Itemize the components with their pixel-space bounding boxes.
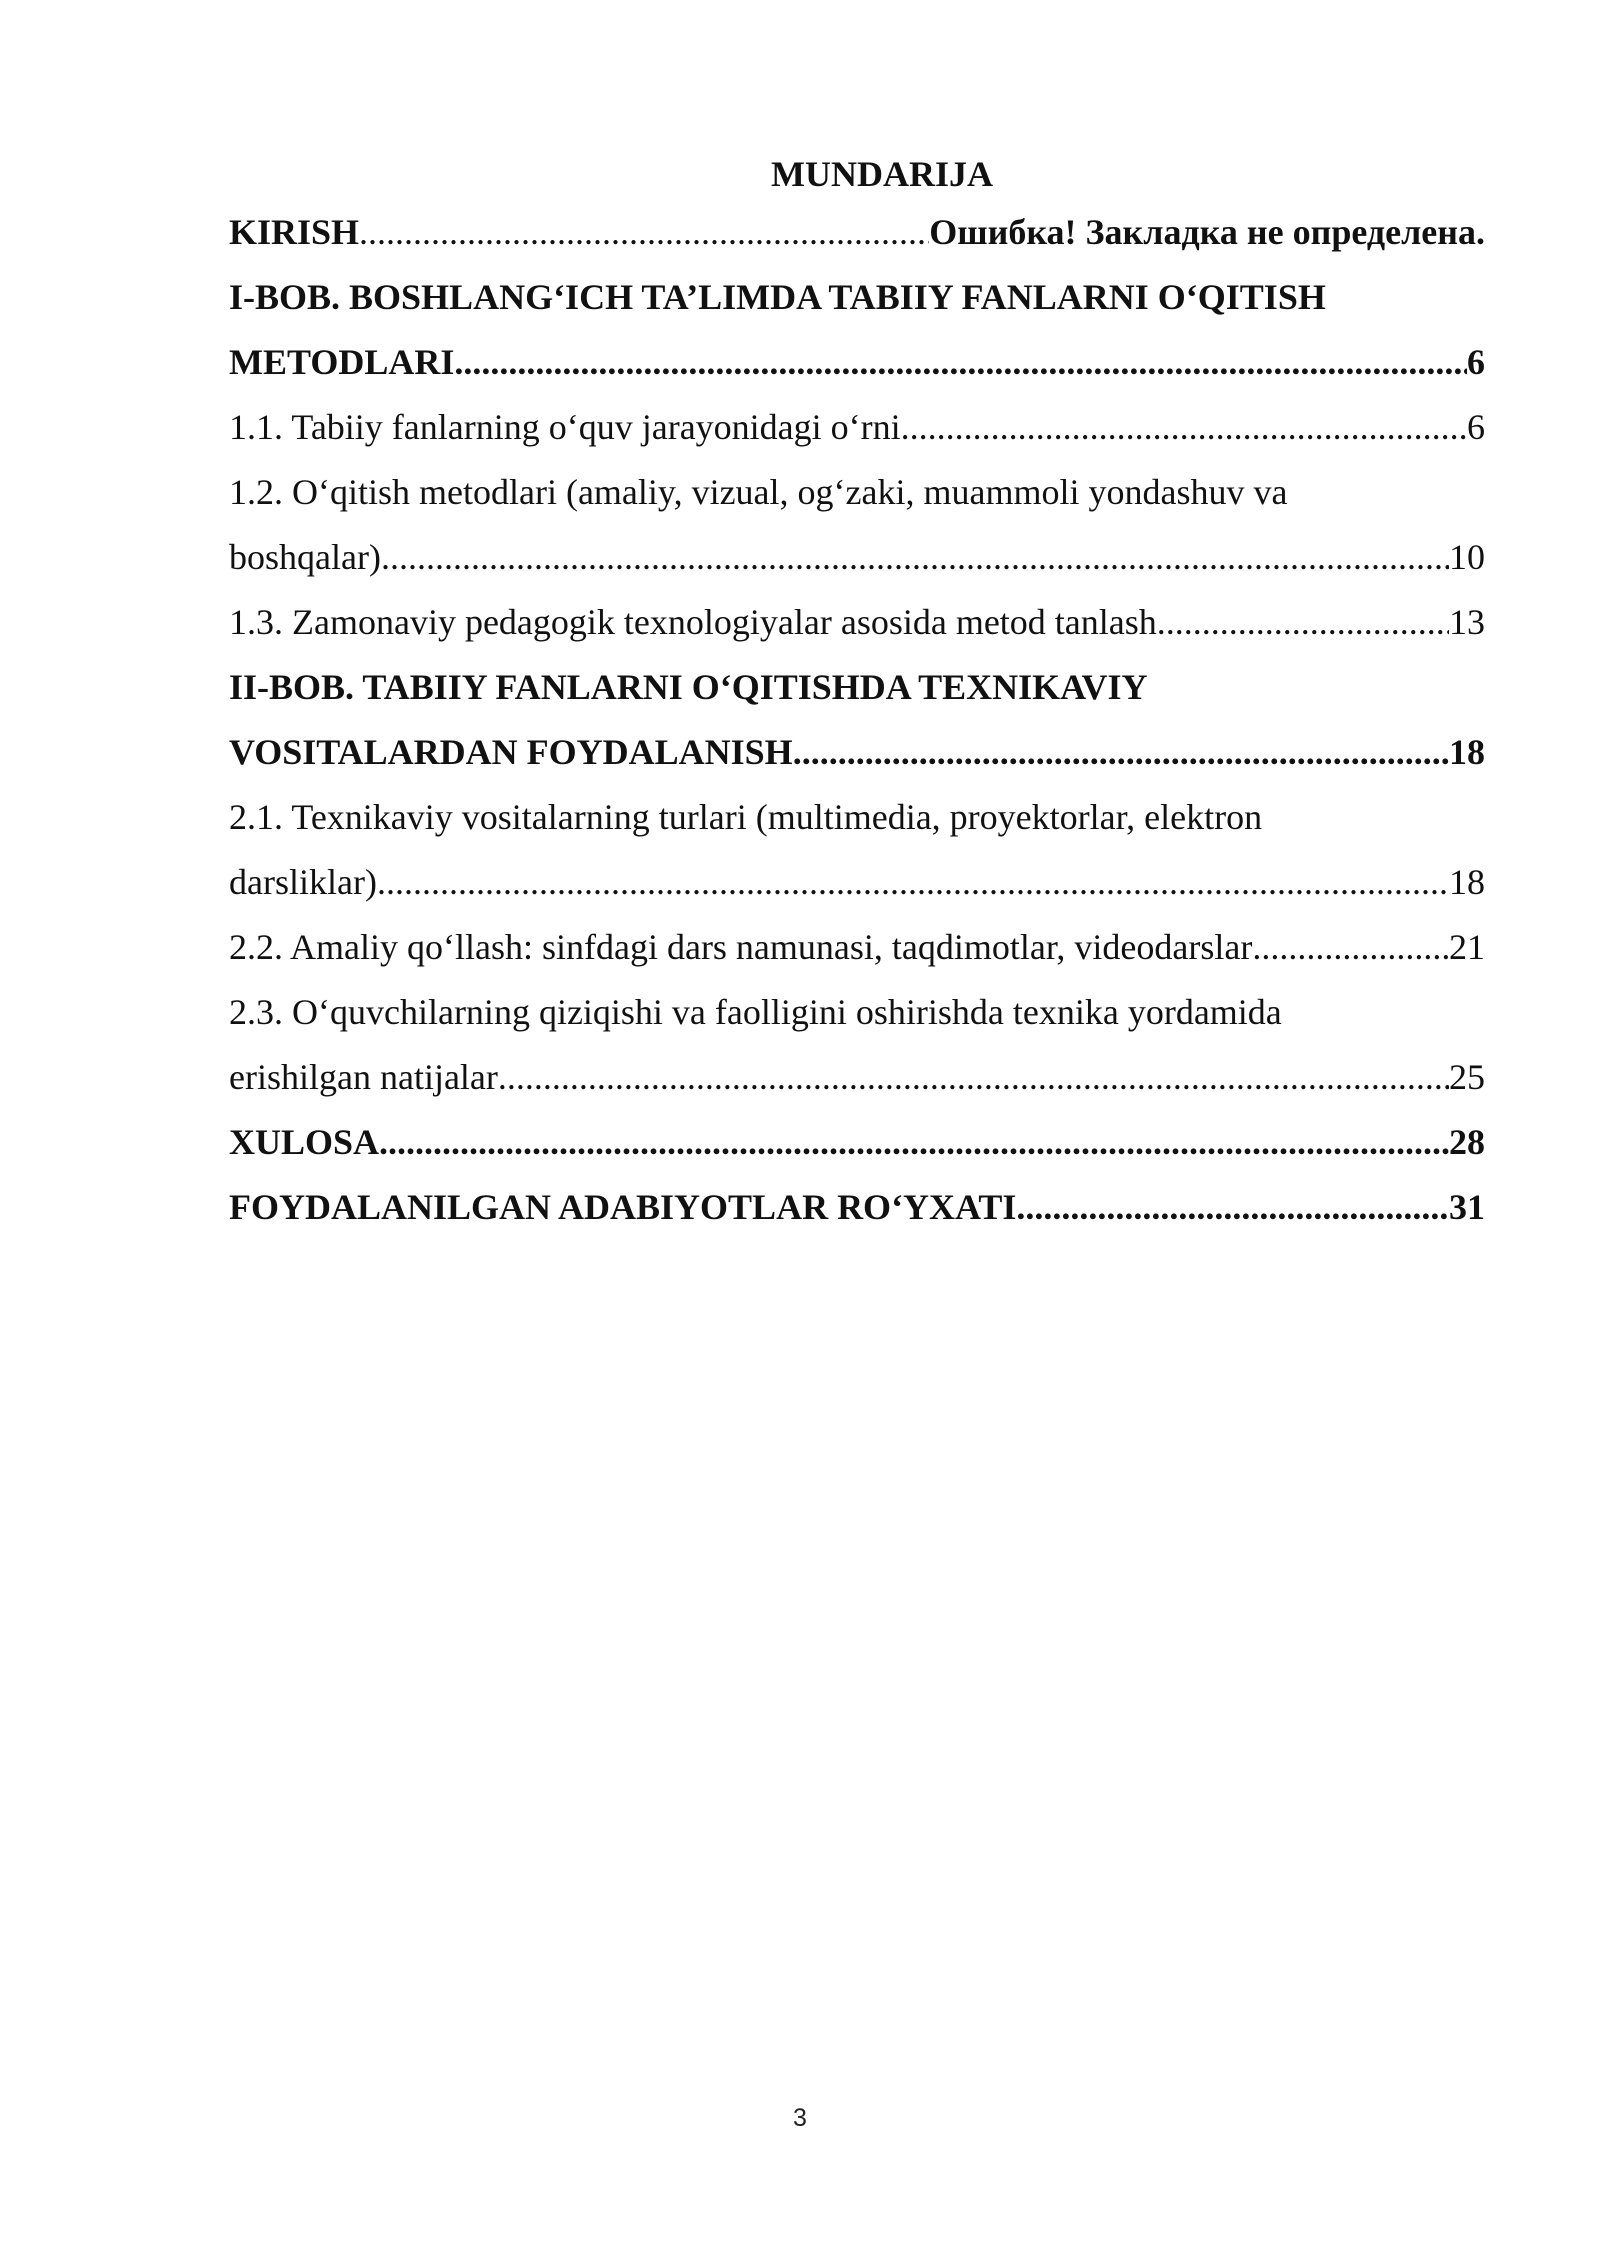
toc-line [229,330,1485,395]
toc-entry-page: 28 [1449,1122,1485,1162]
toc-line [229,1175,1485,1240]
toc-entry-title-line: I-BOB. BOSHLANG‘ICH TA’LIMDA TABIIY FANLARNI O‘QITISH [229,277,1326,317]
toc-entry-2-1[interactable] [229,785,1485,915]
toc-entry-page: 18 [1449,862,1485,902]
dot-leader [1252,915,1449,980]
toc-entry-title-line: 2.1. Texnikaviy vositalarning turlari (multimedia, proyektorlar, elektron [229,797,1263,837]
toc-title: MUNDARIJA [771,154,993,194]
toc-entry-page: Ошибка! Закладка не определена. [929,212,1485,252]
dot-leader [1016,1175,1449,1240]
dot-leader [379,1110,1449,1175]
dot-leader [377,850,1449,915]
toc-entry-page: 10 [1449,537,1485,577]
page-number: 3 [793,2104,807,2132]
dot-leader [1157,590,1449,655]
toc-entry-title: darsliklar) [229,862,377,902]
toc-entry-title: XULOSA [229,1122,380,1162]
toc-entry-title: FOYDALANILGAN ADABIYOTLAR RO‘YXATI [229,1187,1017,1227]
toc-entry-page: 6 [1467,342,1485,382]
toc-entry-title: erishilgan natijalar [229,1057,498,1097]
dot-leader [359,200,929,265]
dot-leader [381,525,1449,590]
toc-entry-title: 2.2. Amaliy qo‘llash: sinfdagi dars namunasi, taqdimotlar, videodarslar [229,927,1253,967]
toc-line [229,850,1485,915]
toc-entry-page: 18 [1449,732,1485,772]
toc-entry-chapter-2[interactable] [229,655,1485,785]
toc-entry-chapter-1[interactable] [229,265,1485,395]
toc-entry-title-line: 2.3. O‘quvchilarning qiziqishi va faolligini oshirishda texnika yordamida [229,992,1282,1032]
toc-entry-title: 1.1. Tabiiy fanlarning o‘quv jarayonidagi o‘rni [229,407,901,447]
toc-line [229,200,1485,265]
toc-entry-1-1[interactable] [229,395,1485,460]
toc-entry-1-2[interactable] [229,460,1485,590]
toc-entry-references[interactable] [229,1175,1485,1240]
toc-entry-title: 1.3. Zamonaviy pedagogik texnologiyalar asosida metod tanlash [229,602,1157,642]
toc-entry-1-3[interactable] [229,590,1485,655]
toc-entry-2-2[interactable] [229,915,1485,980]
toc-line [229,590,1485,655]
toc-line [229,525,1485,590]
toc-entry-page: 21 [1449,927,1485,967]
toc-entry-title: VOSITALARDAN FOYDALANISH [229,732,793,772]
dot-leader [498,1045,1449,1110]
toc-entry-page: 13 [1449,602,1485,642]
toc-entry-2-3[interactable] [229,980,1485,1110]
toc-entry-title: METODLARI [229,342,455,382]
toc-line [229,720,1485,785]
dot-leader [454,330,1467,395]
table-of-contents [229,148,1485,1240]
toc-entry-kirish[interactable] [229,200,1485,265]
dot-leader [901,395,1467,460]
toc-entry-page: 6 [1467,407,1485,447]
toc-entry-title-line: II-BOB. TABIIY FANLARNI O‘QITISHDA TEXNIKAVIY [229,667,1148,707]
toc-entry-title: KIRISH [229,212,360,252]
toc-line [229,1110,1485,1175]
toc-line [229,395,1485,460]
toc-line [229,915,1485,980]
toc-entry-page: 31 [1449,1187,1485,1227]
toc-entry-page: 25 [1449,1057,1485,1097]
toc-entry-title: boshqalar) [229,537,381,577]
toc-line [229,1045,1485,1110]
dot-leader [793,720,1449,785]
toc-entry-xulosa[interactable] [229,1110,1485,1175]
toc-entry-title-line: 1.2. O‘qitish metodlari (amaliy, vizual, og‘zaki, muammoli yondashuv va [229,472,1288,512]
